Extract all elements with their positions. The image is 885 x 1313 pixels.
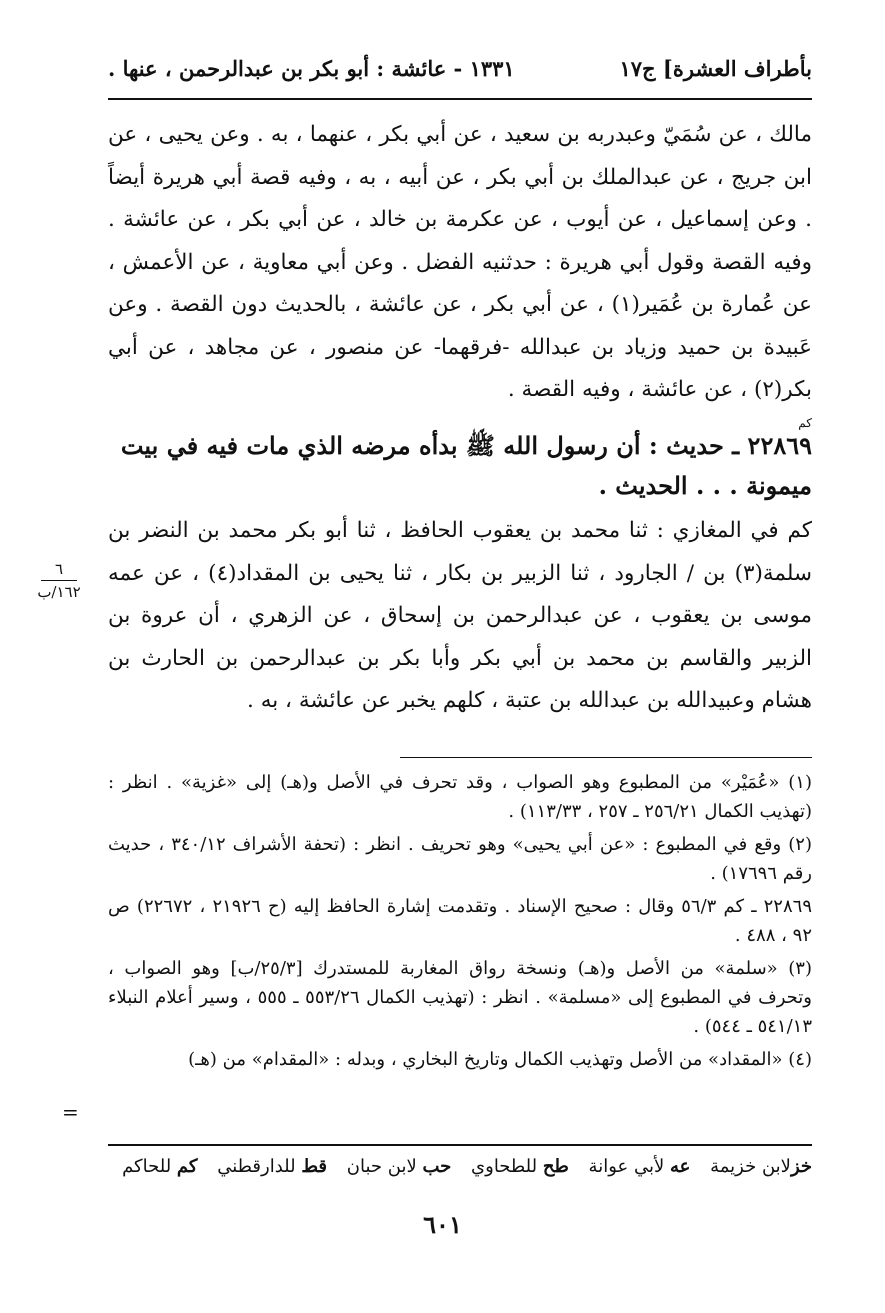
paragraph-continuation: مالك ، عن سُمَيّ وعبدربه بن سعيد ، عن أبي بكر ، عنهما ، به . وعن يحيى ، عن ابن جريج ، عن عبدالملك بن أبي بكر ، عن أبيه ، به ، وفيه قصة أبي هريرة أيضاً . وعن إسماعيل ، عن أيوب ، عن عكرمة بن خالد ، عن أبي بكر ، عن عائشة . وفيه القصة وقول أبي هريرة : حدثنيه الفضل . وعن أبي معاوية ، عن الأعمش ، عن عُمارة بن عُمَير(١) ، عن أبي بكر ، عن عائشة ، بالحديث دون القصة . وعن عَبيدة بن حميد وزياد بن عبدالله -فرقهما- عن منصور ، عن مجاهد ، عن أبي بكر(٢) ، عن عائشة ، وفيه القصة . bbox=[108, 122, 812, 402]
footnote-separator bbox=[400, 757, 812, 758]
hadith-entry bbox=[108, 418, 812, 506]
continuation-mark: = bbox=[62, 1100, 79, 1124]
abbreviation-item: قط للدارقطني bbox=[217, 1156, 328, 1177]
footnote: (١) «عُمَيْر» من المطبوع وهو الصواب ، وقد تحرف في الأصل و(هـ) إلى «غزية» . انظر : (تهذيب الكمال ٢٥٦/٢١ ـ ٢٥٧ ، ١١٣/٣٣) . bbox=[108, 772, 812, 822]
page-number: ٦٠١ bbox=[423, 1210, 462, 1239]
hadith-text: ٢٢٨٦٩ ـ حديث : أن رسول الله ﷺ بدأه مرضه الذي مات فيه في بيت ميمونة . . . الحديث . bbox=[120, 431, 812, 500]
paragraph-isnad: كم في المغازي : ثنا محمد بن يعقوب الحافظ ، ثنا أبو بكر محمد بن النضر بن سلمة(٣) بن / الجارود ، ثنا الزبير بن بكار ، ثنا يحيى بن المقداد(٤) ، عن عمه موسى بن يعقوب ، عن عبدالرحمن بن إسحاق ، عن الزهري ، أن عروة بن الزبير والقاسم بن محمد بن أبي بكر وأبا بكر بن عبدالرحمن بن الحارث بن هشام وعبيدالله بن عبدالله بن عتبة ، كلهم يخبر عن عائشة ، به . bbox=[108, 518, 812, 713]
abbreviation-item: حب لابن حبان bbox=[346, 1156, 452, 1177]
header-divider bbox=[108, 98, 812, 100]
folio-divider bbox=[41, 580, 77, 581]
page-header bbox=[108, 48, 812, 92]
folio-number: ٦ bbox=[54, 560, 64, 578]
abbreviation-item: خزلابن خزيمة bbox=[710, 1156, 812, 1177]
footnotes bbox=[108, 768, 812, 1078]
book-title: بأطراف العشرة] ج١٧ bbox=[619, 56, 812, 81]
footnote: ٢٢٨٦٩ ـ كم ٥٦/٣ وقال : صحيح الإسناد . وتقدمت إشارة الحافظ إليه (ح ٢١٩٢٦ ، ٢٢٦٧٢) ص ٩٢ ، ٤٨٨ . bbox=[108, 896, 812, 946]
abbreviation-item: كم للحاكم bbox=[122, 1156, 198, 1177]
abbreviation-item: طح للطحاوي bbox=[471, 1156, 569, 1177]
abbreviation-item: عه لأبي عوانة bbox=[588, 1156, 691, 1177]
hadith-source-tag: كم bbox=[798, 416, 812, 430]
footnote: (٢) وقع في المطبوع : «عن أبي يحيى» وهو تحريف . انظر : (تحفة الأشراف ٣٤٠/١٢ ، حديث رقم ١٧٦٩٦) . bbox=[108, 834, 812, 884]
footnote: (٣) «سلمة» من الأصل و(هـ) ونسخة رواق المغاربة للمستدرك [٢٥/٣/ب] وهو الصواب ، وتحرف في المطبوع إلى «مسلمة» . انظر : (تهذيب الكمال ٥٥٣/٢٦ ـ ٥٥٥ ، وسير أعلام النبلاء ٥٤١/١٣ ـ ٥٤٤) . bbox=[108, 958, 812, 1037]
section-title: ١٣٣١ - عائشة : أبو بكر بن عبدالرحمن ، عنها . bbox=[108, 56, 515, 81]
abbreviations-divider bbox=[108, 1144, 812, 1146]
folio-reference: ١٦٢/ب bbox=[37, 583, 81, 601]
manuscript-folio-note bbox=[24, 560, 94, 601]
footnote: (٤) «المقداد» من الأصل وتهذيب الكمال وتاريخ البخاري ، وبدله : «المقدام» من (هـ) bbox=[188, 1049, 812, 1070]
abbreviations-key bbox=[108, 1156, 812, 1177]
